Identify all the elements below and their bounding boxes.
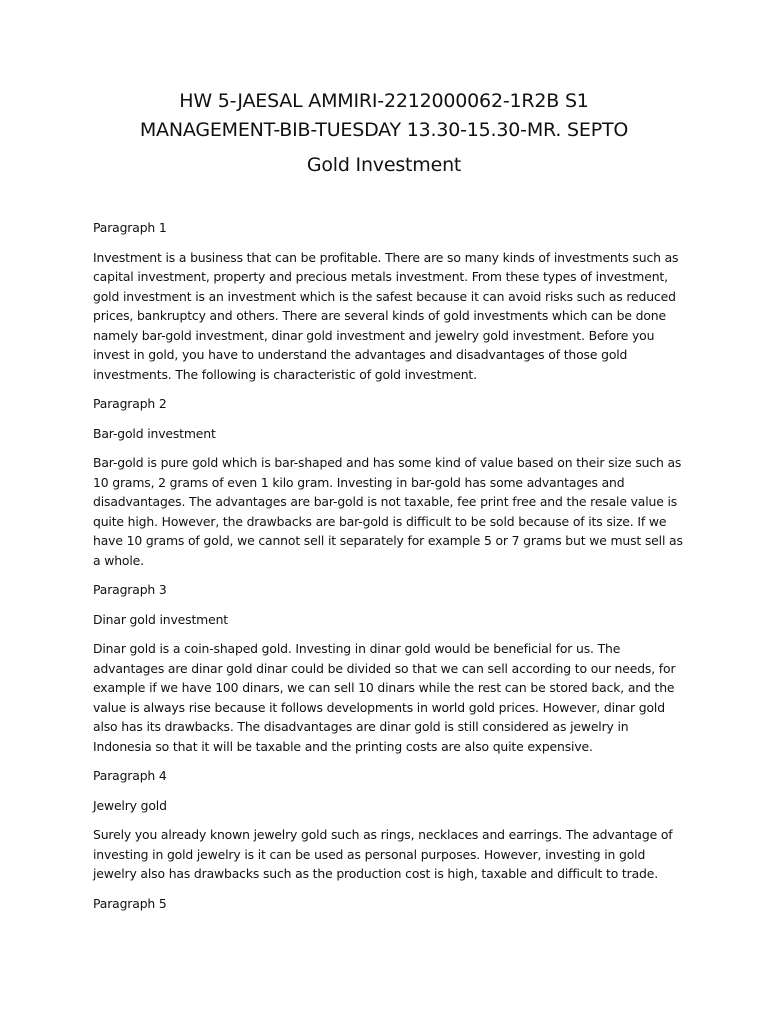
document-body <box>93 218 683 923</box>
section-heading: Paragraph 3 <box>93 582 167 597</box>
section-text: Dinar gold is a coin-shaped gold. Investing in dinar gold would be beneficial for us. The advantages are dinar gold dinar could be divided so that we can sell according to our needs, for example if we have 100 dinars, we can sell 10 dinars while the rest can be stored back, and the value is always rise because it follows developments in world gold prices. However, dinar gold also has its drawbacks. The disadvantages are dinar gold is still considered as jewelry in Indonesia so that it will be taxable and the printing costs are also quite expensive. <box>93 641 676 754</box>
title-line-2: MANAGEMENT-BIB-TUESDAY 13.30-15.30-MR. SEPTO <box>139 119 629 141</box>
section-heading: Paragraph 2 <box>93 396 167 411</box>
document-subtitle: Gold Investment <box>306 154 462 176</box>
section-heading: Paragraph 4 <box>93 768 167 783</box>
section-text: Bar-gold is pure gold which is bar-shaped and has some kind of value based on their size such as 10 grams, 2 grams of even 1 kilo gram. Investing in bar-gold has some advantages and disadvantages. The advantages are bar-gold is not taxable, fee print free and the resale value is quite high. However, the drawbacks are bar-gold is difficult to be sold because of its size. If we have 10 grams of gold, we cannot sell it separately for example 5 or 7 grams but we must sell as a whole. <box>93 455 683 568</box>
section-subheading: Bar-gold investment <box>93 425 216 441</box>
section-heading: Paragraph 1 <box>93 220 167 235</box>
section-text: Surely you already known jewelry gold such as rings, necklaces and earrings. The advantage of investing in gold jewelry is it can be used as personal purposes. However, investing in gold jewelry also has drawbacks such as the production cost is high, taxable and difficult to trade. <box>93 827 673 881</box>
section-text: Investment is a business that can be profitable. There are so many kinds of investments such as capital investment, property and precious metals investment. From these types of investment, gold investment is an investment which is the safest because it can avoid risks such as reduced prices, bankruptcy and others. There are several kinds of gold investments which can be done namely bar-gold investment, dinar gold investment and jewelry gold investment. Before you invest in gold, you have to understand the advantages and disadvantages of those gold investments. The following is characteristic of gold investment. <box>93 249 679 382</box>
section-heading: Paragraph 5 <box>93 895 167 911</box>
section-subheading: Dinar gold investment <box>93 611 228 627</box>
title-line-1: HW 5-JAESAL AMMIRI-2212000062-1R2B S1 <box>179 90 589 112</box>
section-subheading: Jewelry gold <box>93 797 167 813</box>
